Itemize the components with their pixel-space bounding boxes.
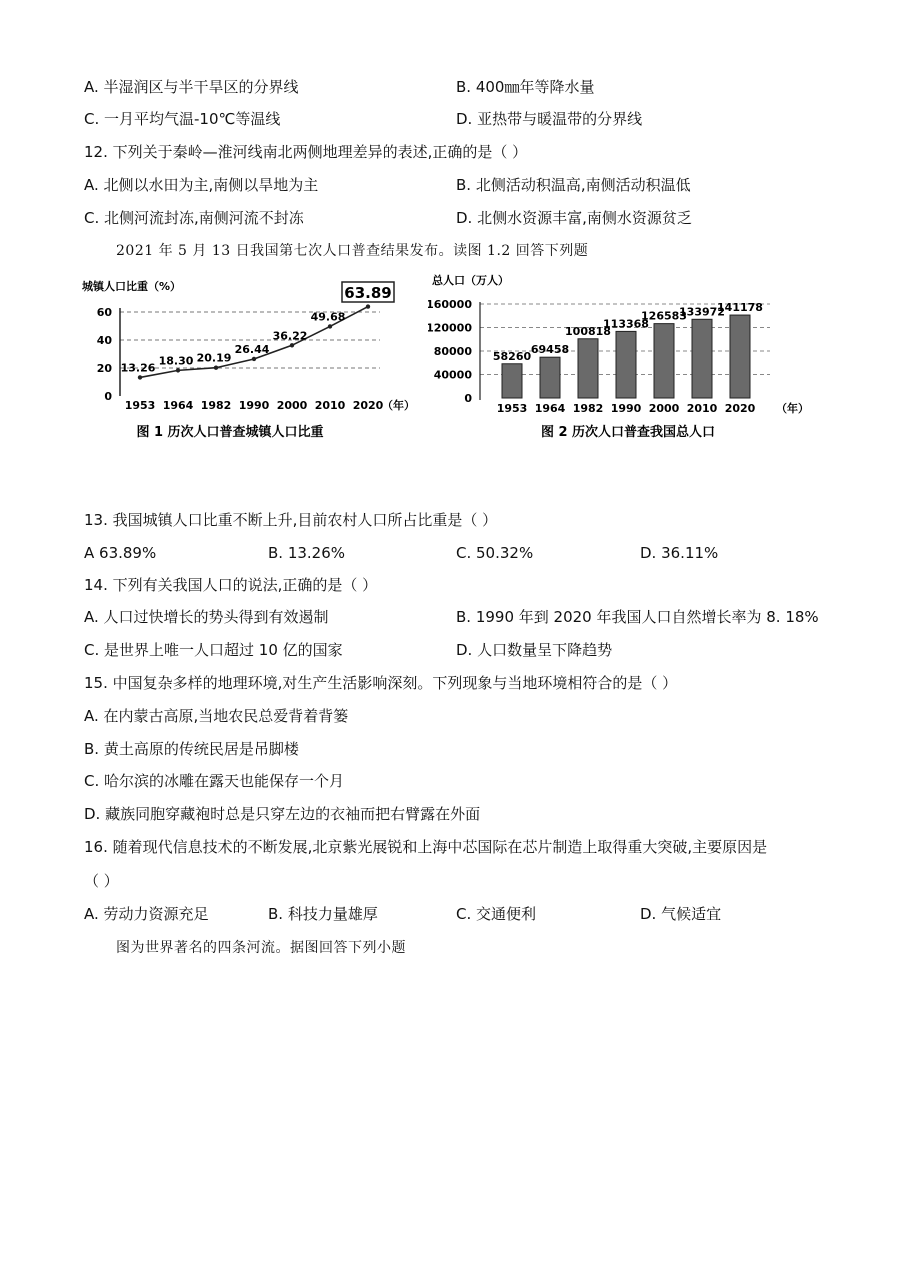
q16-option-a: A. 劳动力资源充足	[84, 905, 209, 923]
chart2-ytick-label: 160000	[428, 298, 472, 311]
chart1-data-label: 20.19	[196, 351, 232, 365]
chart2-xtick-label: 2010	[686, 402, 718, 415]
q14-stem: 14. 下列有关我国人口的说法,正确的是（ ）	[84, 576, 378, 594]
chart2-bar	[616, 331, 636, 398]
chart1-xtick-label: 1953	[124, 399, 156, 412]
chart1-caption: 图 1 历次人口普查城镇人口比重	[136, 425, 324, 440]
chart2-data-label: 58260	[492, 349, 532, 363]
q13-option-d: D. 36.11%	[640, 544, 719, 562]
chart2-bar	[692, 319, 712, 398]
chart2-ytick-label: 120000	[428, 321, 472, 335]
q14-option-a: A. 人口过快增长的势头得到有效遏制	[84, 608, 329, 626]
chart2-ylabel: 总人口（万人）	[432, 274, 509, 287]
q12-option-c: C. 北侧河流封冻,南侧河流不封冻	[84, 209, 304, 227]
chart1-highlight-label: 63.89	[344, 284, 392, 302]
chart2-bar	[578, 339, 598, 398]
chart1-data-label: 49.68	[310, 310, 346, 324]
chart2-data-label: 141178	[717, 301, 763, 315]
chart2-caption: 图 2 历次人口普查我国总人口	[540, 425, 716, 440]
chart2-ytick-label: 0	[464, 392, 472, 405]
q13-option-b: B. 13.26%	[268, 544, 346, 562]
q15-option-d: D. 藏族同胞穿藏袍时总是只穿左边的衣袖而把右臂露在外面	[84, 805, 481, 823]
chart1-xtick-label: 1982	[200, 399, 232, 412]
chart2-ytick-label: 80000	[433, 345, 472, 358]
chart1-ytick-label: 20	[96, 362, 112, 375]
chart2-data-label: 100818	[565, 324, 611, 338]
chart1-xtick-label: 1964	[162, 399, 194, 412]
chart1-xtick-label: 1990	[238, 399, 270, 412]
q11-option-c: C. 一月平均气温-10℃等温线	[84, 110, 281, 128]
chart2-data-label: 126583	[641, 309, 687, 323]
q14-option-c: C. 是世界上唯一人口超过 10 亿的国家	[84, 641, 343, 659]
chart2-xtick-label: 1964	[534, 402, 566, 415]
q12-stem: 12. 下列关于秦岭—淮河线南北两侧地理差异的表述,正确的是（ ）	[84, 143, 528, 161]
q11-option-b: B. 400㎜年等降水量	[456, 78, 595, 96]
chart-total-population	[428, 268, 808, 446]
chart1-ytick-label: 0	[104, 390, 112, 403]
q14-option-d: D. 人口数量呈下降趋势	[456, 641, 613, 659]
q16-option-b: B. 科技力量雄厚	[268, 905, 378, 923]
chart1-ylabel: 城镇人口比重（%）	[82, 280, 182, 293]
chart2-xtick-label: 1982	[572, 402, 604, 415]
q12-option-b: B. 北侧活动积温高,南侧活动积温低	[456, 176, 691, 194]
chart1-xtick-label: 2000	[276, 399, 308, 412]
chart1-point	[290, 343, 294, 347]
chart1-ytick-label: 60	[96, 306, 112, 319]
q13-option-a: A 63.89%	[84, 544, 157, 562]
intro-rivers: 图为世界著名的四条河流。据图回答下列小题	[116, 940, 406, 956]
chart1-point	[138, 375, 142, 379]
intro-census: 2021 年 5 月 13 日我国第七次人口普查结果发布。读图 1.2 回答下列题	[116, 243, 589, 259]
q15-option-a: A. 在内蒙古高原,当地农民总爱背着背篓	[84, 707, 349, 725]
chart2-data-label: 113368	[603, 317, 649, 331]
q15-stem: 15. 中国复杂多样的地理环境,对生产生活影响深刻。下列现象与当地环境相符合的是（ ）	[84, 674, 678, 692]
chart2-xunit: （年）	[776, 402, 808, 415]
chart2-xtick-label: 1953	[496, 402, 528, 415]
q11-option-d: D. 亚热带与暖温带的分界线	[456, 110, 643, 128]
chart2-xtick-label: 2020	[724, 402, 756, 415]
chart1-point	[328, 324, 332, 328]
chart2-data-label: 133972	[679, 305, 725, 319]
q12-option-a: A. 北侧以水田为主,南侧以旱地为主	[84, 176, 319, 194]
chart2-ytick-label: 40000	[433, 368, 472, 382]
chart1-point	[366, 304, 370, 308]
chart-urban-ratio	[80, 276, 420, 446]
q16-stem: 16. 随着现代信息技术的不断发展,北京紫光展锐和上海中芯国际在芯片制造上取得重大突破,主要原因是	[84, 838, 768, 856]
q12-option-d: D. 北侧水资源丰富,南侧水资源贫乏	[456, 209, 692, 227]
chart1-ytick-label: 40	[96, 334, 112, 347]
chart2-bar	[654, 324, 674, 398]
chart2-data-label: 69458	[530, 343, 570, 357]
chart1-data-label: 26.44	[234, 342, 270, 356]
chart1-xtick-label: 2020	[352, 399, 384, 412]
q16-stem-bracket: （ ）	[84, 872, 119, 890]
chart2-bar	[730, 315, 750, 398]
chart2-bar	[502, 364, 522, 398]
chart2-xtick-label: 1990	[610, 402, 642, 415]
q11-option-a: A. 半湿润区与半干旱区的分界线	[84, 78, 299, 96]
chart1-point	[214, 366, 218, 370]
chart2-svg	[428, 268, 808, 446]
chart1-data-label: 18.30	[158, 354, 194, 368]
q13-stem: 13. 我国城镇人口比重不断上升,目前农村人口所占比重是（ ）	[84, 511, 498, 529]
q15-option-b: B. 黄土高原的传统民居是吊脚楼	[84, 740, 299, 758]
q16-option-d: D. 气候适宜	[640, 905, 722, 923]
chart1-xunit: （年）	[382, 399, 415, 412]
q14-option-b: B. 1990 年到 2020 年我国人口自然增长率为 8. 18%	[456, 608, 819, 626]
chart1-data-label: 13.26	[120, 361, 156, 375]
q16-option-c: C. 交通便利	[456, 905, 537, 923]
chart2-xtick-label: 2000	[648, 402, 680, 415]
chart1-point	[176, 368, 180, 372]
chart1-data-label: 36.22	[272, 329, 308, 343]
q15-option-c: C. 哈尔滨的冰雕在露天也能保存一个月	[84, 772, 345, 790]
chart1-point	[252, 357, 256, 361]
chart1-svg	[80, 276, 420, 446]
q13-option-c: C. 50.32%	[456, 544, 534, 562]
chart1-xtick-label: 2010	[314, 399, 346, 412]
chart2-bar	[540, 357, 560, 398]
